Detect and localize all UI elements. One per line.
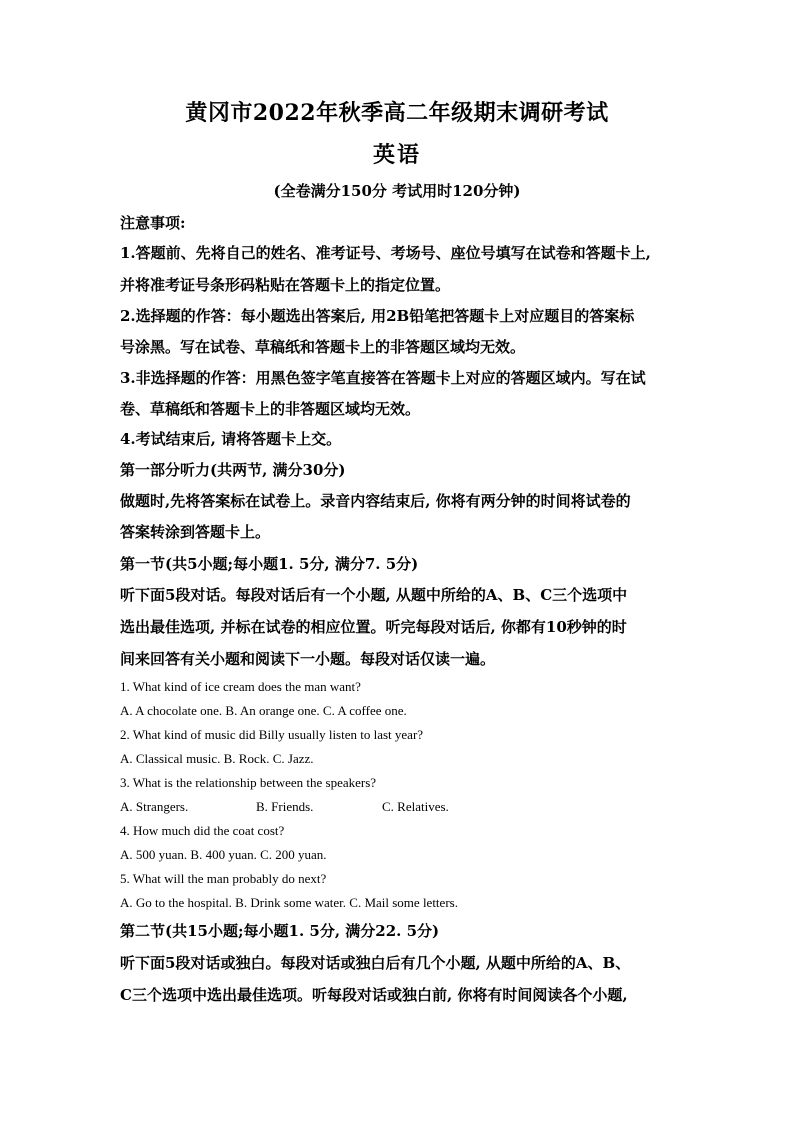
exam-info: (全卷满分150分 考试用时120分钟): [273, 182, 521, 200]
section1-heading: 第一节(共5小题;每小题1. 5分, 满分7. 5分): [120, 555, 419, 573]
section1-desc-line: 选出最佳选项, 并标在试卷的相应位置。听完每段对话后, 你都有10秒钟的时: [120, 618, 627, 636]
instructions-heading: 注意事项:: [120, 214, 186, 232]
exam-title: 黄冈市2022年秋季高二年级期末调研考试: [185, 100, 609, 126]
section2-desc-line: C三个选项中选出最佳选项。听每段对话或独白前, 你将有时间阅读各个小题,: [120, 986, 628, 1004]
instruction-line: 3.非选择题的作答：用黑色签字笔直接答在答题卡上对应的答题区域内。写在试: [120, 369, 646, 387]
question-options: A. 500 yuan. B. 400 yuan. C. 200 yuan.: [120, 847, 327, 862]
part1-desc-line: 答案转涂到答题卡上。: [120, 523, 271, 541]
option-c: C. Relatives.: [382, 799, 449, 814]
instruction-line: 2.选择题的作答：每小题选出答案后, 用2B铅笔把答题卡上对应题目的答案标: [120, 307, 635, 325]
question-text: 3. What is the relationship between the speakers?: [120, 775, 377, 790]
question-text: 2. What kind of music did Billy usually listen to last year?: [120, 727, 424, 742]
question-options: A. Go to the hospital. B. Drink some water. C. Mail some letters.: [120, 895, 458, 910]
instruction-line: 号涂黑。写在试卷、草稿纸和答题卡上的非答题区域均无效。: [120, 338, 526, 356]
question-text: 5. What will the man probably do next?: [120, 871, 327, 886]
part1-heading: 第一部分听力(共两节, 满分30分): [120, 461, 346, 479]
instruction-line: 并将准考证号条形码粘贴在答题卡上的指定位置。: [120, 276, 451, 294]
option-a: A. Strangers.: [120, 799, 189, 814]
section1-desc-line: 听下面5段对话。每段对话后有一个小题, 从题中所给的A、B、C三个选项中: [120, 586, 628, 604]
section1-desc-line: 间来回答有关小题和阅读下一小题。每段对话仅读一遍。: [120, 650, 496, 668]
question-options: A. A chocolate one. B. An orange one. C. A coffee one.: [120, 703, 407, 718]
question-options: A. Classical music. B. Rock. C. Jazz.: [120, 751, 314, 766]
section2-heading: 第二节(共15小题;每小题1. 5分, 满分22. 5分): [120, 922, 440, 940]
question-text: 4. How much did the coat cost?: [120, 823, 285, 838]
section2-desc-line: 听下面5段对话或独白。每段对话或独白后有几个小题, 从题中所给的A、B、: [120, 954, 631, 972]
part1-desc-line: 做题时,先将答案标在试卷上。录音内容结束后, 你将有两分钟的时间将试卷的: [120, 492, 631, 510]
instruction-line: 4.考试结束后, 请将答题卡上交。: [120, 430, 342, 448]
option-b: B. Friends.: [256, 799, 314, 814]
instruction-line: 卷、草稿纸和答题卡上的非答题区域均无效。: [120, 400, 421, 418]
question-text: 1. What kind of ice cream does the man want?: [120, 679, 361, 694]
subject-title: 英语: [372, 142, 421, 168]
instruction-line: 1.答题前、先将自己的姓名、准考证号、考场号、座位号填写在试卷和答题卡上,: [120, 244, 651, 262]
